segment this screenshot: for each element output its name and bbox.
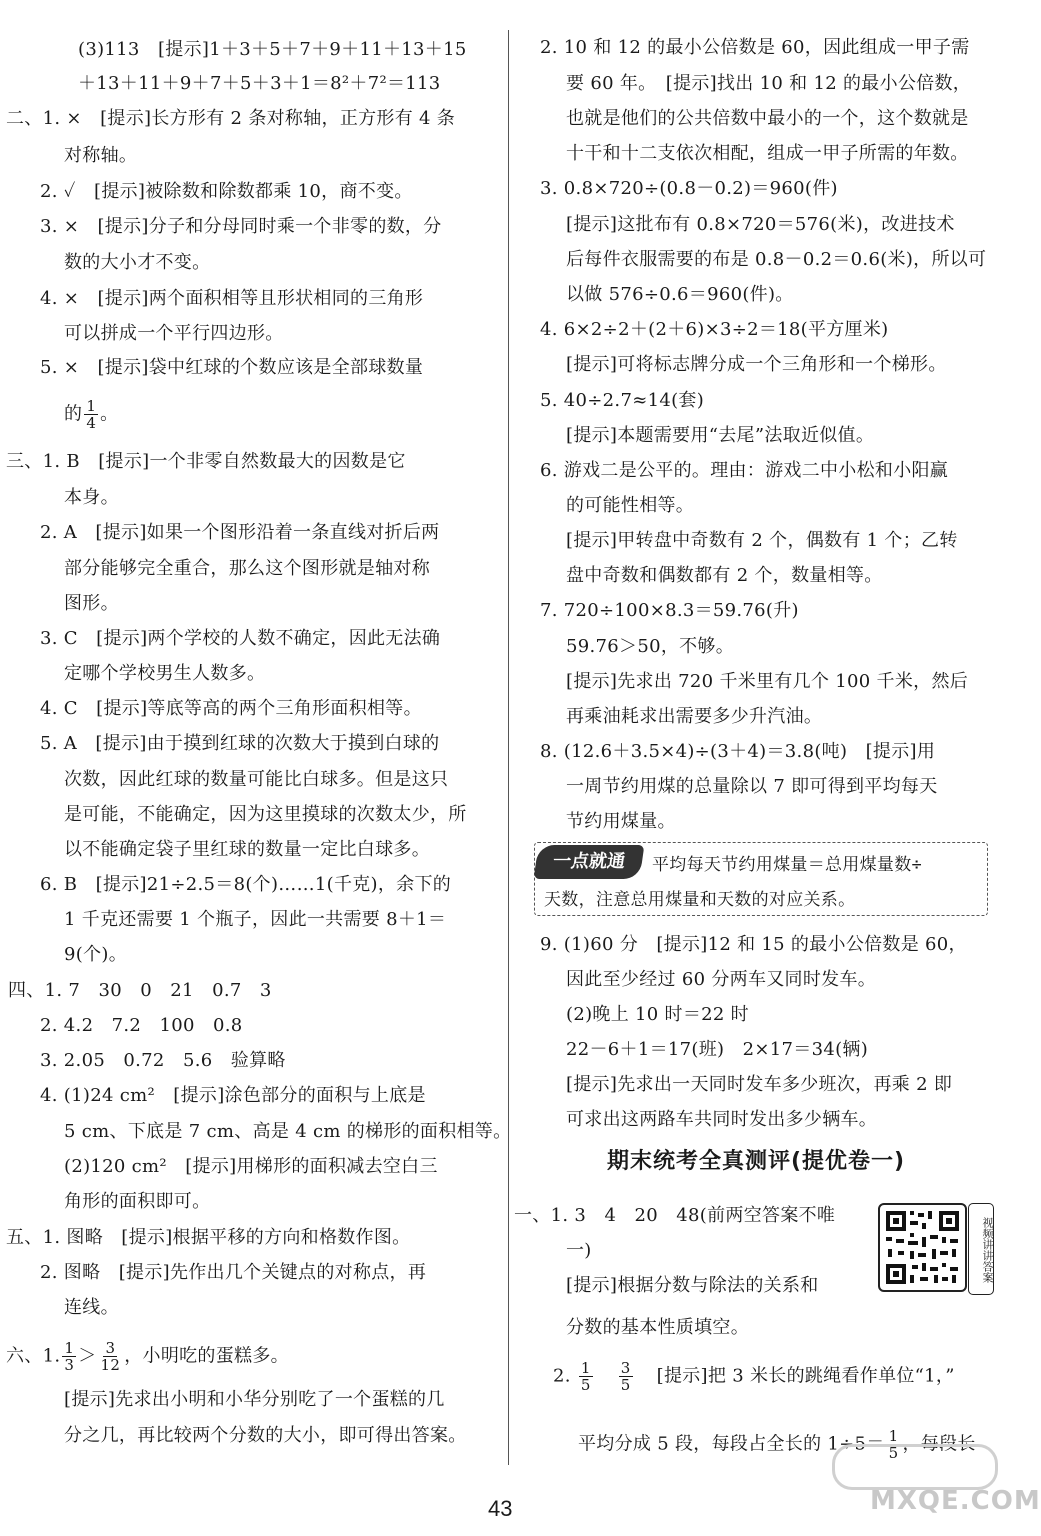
qr-side-label: 视频讲讲答案 bbox=[968, 1203, 994, 1295]
answer-line: 以做 576÷0.6＝960(件)。 bbox=[566, 284, 794, 305]
answer-line: 后每件衣服需要的布是 0.8－0.2＝0.6(米)，所以可 bbox=[566, 249, 987, 270]
column-divider bbox=[508, 30, 509, 1465]
answer-line: 角形的面积即可。 bbox=[64, 1191, 211, 1212]
answer-line: 5. × [提示]袋中红球的个数应该是全部球数量 bbox=[40, 357, 424, 378]
answer-line: 4. (1)24 cm² [提示]涂色部分的面积与上底是 bbox=[40, 1085, 426, 1106]
answer-line: 因此至少经过 60 分两车又同时发车。 bbox=[566, 969, 877, 990]
answer-line: 对称轴。 bbox=[64, 145, 138, 166]
answer-line: 5. 40÷2.7≈14(套) bbox=[540, 390, 705, 411]
answer-line: 是可能，不能确定，因为这里摸球的次数太少，所 bbox=[64, 804, 467, 825]
answer-line: 2. ✓ [提示]被除数和除数都乘 10，商不变。 bbox=[40, 181, 413, 202]
tip-text: 平均每天节约用煤量＝总用煤量数÷ bbox=[652, 855, 923, 875]
answer-line: 也就是他们的公共倍数中最小的一个，这个数就是 bbox=[566, 108, 969, 129]
answer-line: 二、1. × [提示]长方形有 2 条对称轴，正方形有 4 条 bbox=[6, 108, 456, 129]
fraction: $\frac{3}{5}$ bbox=[620, 1359, 631, 1394]
answer-line: 2. 4.2 7.2 100 0.8 bbox=[40, 1015, 243, 1036]
watermark: MXQE.COM bbox=[870, 1486, 1041, 1516]
answer-line: 6. B [提示]21÷2.5＝8(个)……1(千克)，余下的 bbox=[40, 874, 452, 895]
answer-line: 六、1. $\frac{1}{3}$ ＞ $\frac{3}{12}$ ，小明吃的蛋糕多。 bbox=[6, 1339, 289, 1374]
section-title: 期末统考全真测评(提优卷一) bbox=[607, 1149, 906, 1174]
answer-line: 次数，因此红球的数量可能比白球多。但是这只 bbox=[64, 769, 449, 790]
qr-code-icon[interactable] bbox=[878, 1203, 967, 1292]
answer-line: 可求出这两路车共同时发出多少辆车。 bbox=[566, 1109, 878, 1130]
answer-line: 22－6＋1＝17(班) 2×17＝34(辆) bbox=[566, 1039, 869, 1060]
answer-line: 2. 10 和 12 的最小公倍数是 60，因此组成一甲子需 bbox=[540, 37, 970, 58]
answer-line: 1 千克还需要 1 个瓶子，因此一共需要 8＋1＝ bbox=[64, 909, 447, 930]
answer-line: 2. $\frac{1}{5}$ $\frac{3}{5}$ [提示]把 3 米长的跳绳看作单位“1，” bbox=[553, 1359, 955, 1394]
answer-line: 5 cm、下底是 7 cm、高是 4 cm 的梯形的面积相等。 bbox=[64, 1121, 512, 1142]
fraction: $\frac{1}{5}$ bbox=[580, 1359, 591, 1394]
answer-line: [提示]这批布有 0.8×720＝576(米)，改进技术 bbox=[566, 214, 955, 235]
answer-line: 十干和十二支依次相配，组成一甲子所需的年数。 bbox=[566, 143, 969, 164]
answer-line: 盘中奇数和偶数都有 2 个，数量相等。 bbox=[566, 565, 883, 586]
answer-line: [提示]可将标志牌分成一个三角形和一个梯形。 bbox=[566, 354, 947, 375]
answer-line: [提示]先求出 720 千米里有几个 100 千米，然后 bbox=[566, 671, 969, 692]
answer-line: [提示]根据分数与除法的关系和 bbox=[566, 1275, 819, 1296]
answer-line: 9. (1)60 分 [提示]12 和 15 的最小公倍数是 60， bbox=[540, 934, 967, 955]
fraction: $\frac{1}{3}$ bbox=[64, 1339, 75, 1374]
answer-line: 再乘油耗求出需要多少升汽油。 bbox=[566, 706, 823, 727]
answer-line: (3)113 [提示]1＋3＋5＋7＋9＋11＋13＋15 bbox=[78, 39, 467, 60]
answer-line: 4. 6×2÷2＋(2＋6)×3÷2＝18(平方厘米) bbox=[540, 319, 889, 340]
answer-line: (2)120 cm² [提示]用梯形的面积减去空白三 bbox=[64, 1156, 438, 1177]
answer-line: 平均分成 5 段，每段占全长的 1÷5＝ $\frac{1}{5}$ ，每段长 bbox=[578, 1427, 976, 1462]
answer-line: 要 60 年。 [提示]找出 10 和 12 的最小公倍数， bbox=[566, 73, 972, 94]
answer-line: 6. 游戏二是公平的。理由：游戏二中小松和小阳赢 bbox=[540, 460, 949, 481]
answer-line: 图形。 bbox=[64, 593, 119, 614]
tip-badge: 一点就通 bbox=[534, 845, 645, 879]
tip-text: 天数，注意总用煤量和天数的对应关系。 bbox=[544, 890, 856, 910]
answer-line: 以不能确定袋子里红球的数量一定比白球多。 bbox=[64, 839, 430, 860]
answer-line: 连线。 bbox=[64, 1297, 119, 1318]
answer-line: 三、1. B [提示]一个非零自然数最大的因数是它 bbox=[6, 451, 406, 472]
answer-line: 的 $\frac{1}{4}$ 。 bbox=[64, 397, 119, 432]
answer-line: 3. 2.05 0.72 5.6 验算略 bbox=[40, 1050, 286, 1071]
answer-line: 8. (12.6＋3.5×4)÷(3＋4)＝3.8(吨) [提示]用 bbox=[540, 741, 936, 762]
answer-line: 一、1. 3 4 20 48(前两空答案不唯 bbox=[514, 1205, 836, 1226]
page-number: 43 bbox=[488, 1496, 513, 1521]
answer-line: [提示]先求出小明和小华分别吃了一个蛋糕的几 bbox=[64, 1389, 445, 1410]
answer-line: 7. 720÷100×8.3＝59.76(升) bbox=[540, 600, 799, 621]
answer-line: 的可能性相等。 bbox=[566, 495, 695, 516]
fraction: $\frac{3}{12}$ bbox=[100, 1339, 121, 1374]
answer-line: 一周节约用煤的总量除以 7 即可得到平均每天 bbox=[566, 776, 938, 797]
answer-line: 59.76＞50，不够。 bbox=[566, 636, 735, 657]
answer-line: [提示]先求出一天同时发车多少班次，再乘 2 即 bbox=[566, 1074, 953, 1095]
answer-line: [提示]甲转盘中奇数有 2 个，偶数有 1 个；乙转 bbox=[566, 530, 958, 551]
answer-line: 五、1. 图略 [提示]根据平移的方向和格数作图。 bbox=[6, 1227, 411, 1248]
answer-line: (2)晚上 10 时＝22 时 bbox=[566, 1004, 749, 1025]
answer-line: 4. C [提示]等底等高的两个三角形面积相等。 bbox=[40, 698, 422, 719]
fraction: $\frac{1}{4}$ bbox=[86, 397, 97, 432]
answer-line: 2. A [提示]如果一个图形沿着一条直线对折后两 bbox=[40, 522, 440, 543]
answer-line: 节约用煤量。 bbox=[566, 811, 676, 832]
fraction: $\frac{1}{5}$ bbox=[888, 1427, 899, 1462]
answer-line: 3. C [提示]两个学校的人数不确定，因此无法确 bbox=[40, 628, 441, 649]
answer-line: 3. × [提示]分子和分母同时乘一个非零的数，分 bbox=[40, 216, 442, 237]
answer-line: 可以拼成一个平行四边形。 bbox=[64, 323, 284, 344]
answer-line: 分之几，再比较两个分数的大小，即可得出答案。 bbox=[64, 1425, 467, 1446]
answer-line: 2. 图略 [提示]先作出几个关键点的对称点，再 bbox=[40, 1262, 427, 1283]
watermark-logo-icon bbox=[832, 1444, 998, 1490]
answer-line: 四、1. 7 30 0 21 0.7 3 bbox=[8, 980, 272, 1001]
answer-line: 4. × [提示]两个面积相等且形状相同的三角形 bbox=[40, 288, 424, 309]
answer-line: [提示]本题需要用“去尾”法取近似值。 bbox=[566, 425, 875, 446]
answer-line: 5. A [提示]由于摸到红球的次数大于摸到白球的 bbox=[40, 733, 440, 754]
answer-line: 数的大小才不变。 bbox=[64, 252, 211, 273]
answer-line: ＋13＋11＋9＋7＋5＋3＋1＝8²＋7²＝113 bbox=[78, 73, 441, 94]
answer-line: 部分能够完全重合，那么这个图形就是轴对称 bbox=[64, 558, 430, 579]
answer-line: 定哪个学校男生人数多。 bbox=[64, 663, 266, 684]
answer-line: 分数的基本性质填空。 bbox=[566, 1317, 749, 1338]
answer-line: 一) bbox=[566, 1240, 592, 1261]
answer-line: 本身。 bbox=[64, 487, 119, 508]
answer-line: 3. 0.8×720÷(0.8－0.2)＝960(件) bbox=[540, 178, 838, 199]
answer-line: 9(个)。 bbox=[64, 944, 127, 965]
